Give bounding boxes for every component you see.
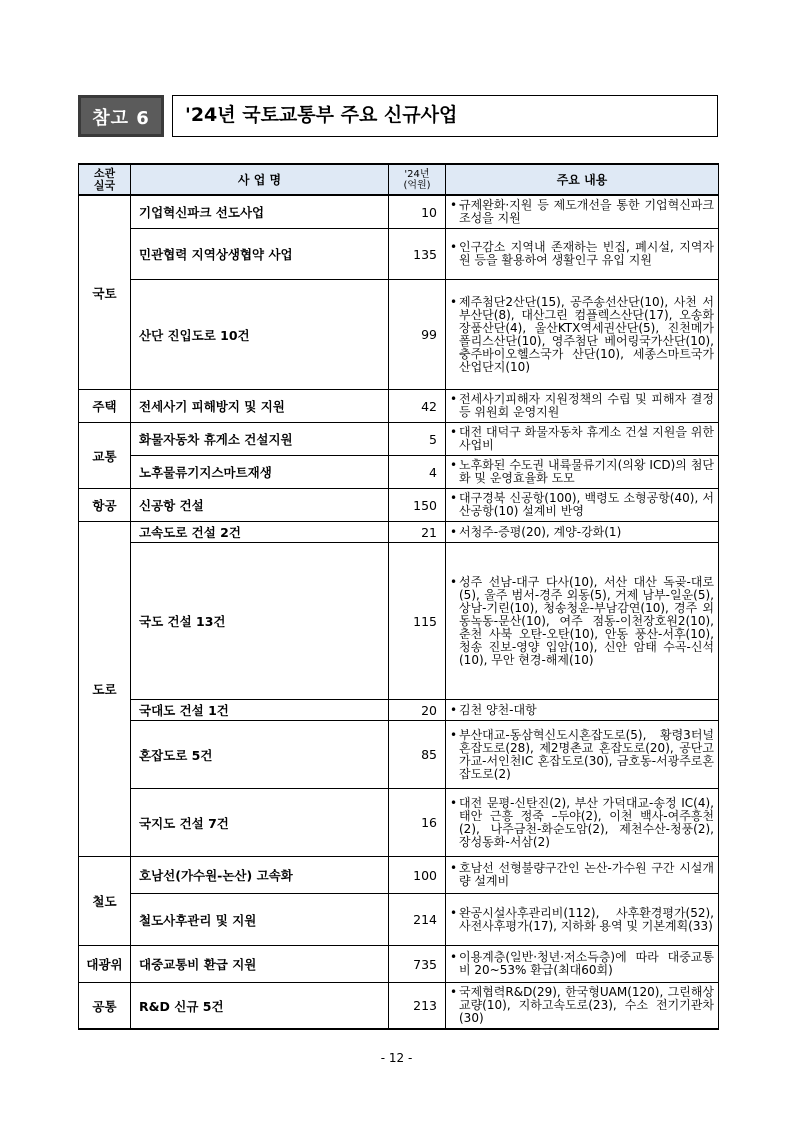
col-budget-header xyxy=(389,164,446,195)
budget-amount: 21 xyxy=(389,522,446,543)
bullet-icon: • xyxy=(450,905,458,920)
project-description-cell xyxy=(446,857,719,894)
page-title: '24년 국토교통부 주요 신규사업 xyxy=(172,95,718,137)
page-number: - 12 - xyxy=(380,1051,413,1065)
budget-amount: 150 xyxy=(389,489,446,522)
project-description-cell xyxy=(446,280,719,390)
project-description: 호남선 선형불량구간인 논산-가수원 구간 시설개량 설계비 xyxy=(459,861,714,888)
project-name: 국지도 건설 7건 xyxy=(131,789,389,857)
table-row xyxy=(79,423,719,456)
project-name: 기업혁신파크 선도사업 xyxy=(131,195,389,229)
project-description: 대전 대덕구 화물자동차 휴게소 건설 지원을 위한 사업비 xyxy=(459,425,714,452)
budget-amount: 4 xyxy=(389,456,446,489)
table-row xyxy=(79,857,719,894)
bullet-icon: • xyxy=(450,392,458,406)
budget-amount: 85 xyxy=(389,721,446,789)
budget-amount: 214 xyxy=(389,894,446,946)
project-name: 철도사후관리 및 지원 xyxy=(131,894,389,946)
title-section xyxy=(78,95,718,137)
project-description: 노후화된 수도권 내륙물류기지(의왕 ICD)의 첨단화 및 운영효율화 도모 xyxy=(459,458,714,485)
dept-cell: 공통 xyxy=(79,983,131,1030)
dept-cell: 대광위 xyxy=(79,946,131,983)
table-row xyxy=(79,390,719,423)
project-name: 화물자동차 휴게소 건설지원 xyxy=(131,423,389,456)
table-row xyxy=(79,280,719,390)
table-row xyxy=(79,195,719,229)
dept-cell: 항공 xyxy=(79,489,131,522)
project-description-cell xyxy=(446,229,719,280)
budget-amount: 115 xyxy=(389,543,446,700)
dept-cell: 교통 xyxy=(79,423,131,489)
col-dept-header-text: 소관 실국 xyxy=(93,166,116,192)
budget-amount: 135 xyxy=(389,229,446,280)
dept-cell: 철도 xyxy=(79,857,131,946)
col-name-header: 사 업 명 xyxy=(131,164,389,195)
project-name: 노후물류기지스마트재생 xyxy=(131,456,389,489)
bullet-icon: • xyxy=(450,727,458,742)
project-description-cell xyxy=(446,423,719,456)
project-description-cell xyxy=(446,894,719,946)
dept-cell: 도로 xyxy=(79,522,131,857)
project-description-cell xyxy=(446,522,719,543)
bullet-icon: • xyxy=(450,702,458,717)
budget-amount: 5 xyxy=(389,423,446,456)
project-table xyxy=(78,163,719,1030)
bullet-icon: • xyxy=(450,861,458,875)
project-name: 국대도 건설 1건 xyxy=(131,700,389,721)
project-name: 전세사기 피해방지 및 지원 xyxy=(131,390,389,423)
table-row xyxy=(79,522,719,543)
table-row xyxy=(79,946,719,983)
bullet-icon: • xyxy=(450,574,458,589)
project-description: 이용계층(일반·청년·저소득층)에 따라 대중교통비 20~53% 환급(최대60회) xyxy=(459,950,714,977)
table-row xyxy=(79,229,719,280)
bullet-icon: • xyxy=(450,198,458,212)
table-row xyxy=(79,894,719,946)
bullet-icon: • xyxy=(450,524,458,539)
budget-amount: 100 xyxy=(389,857,446,894)
dept-cell: 주택 xyxy=(79,390,131,423)
project-name: 혼잡도로 5건 xyxy=(131,721,389,789)
bullet-icon: • xyxy=(450,985,458,999)
project-description: 규제완화·지원 등 제도개선을 통한 기업혁신파크 조성을 지원 xyxy=(459,198,714,225)
bullet-icon: • xyxy=(450,458,458,472)
project-name: 민관협력 지역상생협약 사업 xyxy=(131,229,389,280)
project-description-cell xyxy=(446,946,719,983)
table-row xyxy=(79,543,719,700)
project-name: 국도 건설 13건 xyxy=(131,543,389,700)
table-row xyxy=(79,789,719,857)
project-description: 제주첨단2산단(15), 공주송선산단(10), 사천 서부산단(8), 대산그린 컴플렉스산단(17), 오송화장품산단(4), 울산KTX역세권산단(5), 진천메가폴리스산단(10), 영주첨단 베어링국가산단(10), 충주바이오헬스국가 산단(10), 세종스마트국가산업단지(10) xyxy=(459,294,714,374)
project-description-cell xyxy=(446,456,719,489)
table-row xyxy=(79,456,719,489)
project-description: 부산대교-동삼혁신도시혼잡도로(5), 황령3터널혼잡도로(28), 제2명촌교 혼잡도로(20), 공단고가교-서인천IC 혼잡도로(30), 금호동-서광주로혼잡도로(2) xyxy=(459,727,714,781)
col-content-header: 주요 내용 xyxy=(446,164,719,195)
bullet-icon: • xyxy=(450,491,458,505)
project-description: 성주 선남-대구 다사(10), 서산 대산 독곶-대로(5), 울주 범서-경주 외동(5), 거제 남부-일운(5), 상남-기린(10), 청송청운-부남감연(10), 경주 외동녹동-문산(10), 여주 점동-이천장호원2(10), 춘천 사북 오탄-오탄(10), 안동 풍산-서후(10), 청송 진보-영양 입암(10), 신안 암태 수곡-신석(10), 무안 현경-해제(10) xyxy=(459,574,714,667)
project-description-cell xyxy=(446,195,719,229)
project-description-cell xyxy=(446,390,719,423)
dept-cell: 국토 xyxy=(79,195,131,390)
bullet-icon: • xyxy=(450,240,458,254)
reference-badge: 참고 6 xyxy=(78,95,164,137)
project-description: 김천 양천-대항 xyxy=(459,702,537,717)
budget-amount: 213 xyxy=(389,983,446,1030)
project-description: 인구감소 지역내 존재하는 빈집, 폐시설, 지역자원 등을 활용하여 생활인구 유입 지원 xyxy=(459,240,714,267)
budget-amount: 16 xyxy=(389,789,446,857)
project-description: 대구경북 신공항(100), 백령도 소형공항(40), 서산공항(10) 설계비 반영 xyxy=(459,491,714,518)
project-name: 호남선(가수원-논산) 고속화 xyxy=(131,857,389,894)
project-name: R&D 신규 5건 xyxy=(131,983,389,1030)
budget-amount: 10 xyxy=(389,195,446,229)
project-description-cell xyxy=(446,721,719,789)
budget-amount: 99 xyxy=(389,280,446,390)
project-description: 완공시설사후관리비(112), 사후환경평가(52), 사전사후평가(17), 지하화 용역 및 기본계획(33) xyxy=(459,905,714,933)
table-header-row xyxy=(79,164,719,195)
project-description: 대전 문평-신탄진(2), 부산 가덕대교-송정 IC(4), 태안 근흥 정죽 –두야(2), 이천 백사-여주흥천(2), 나주금천-화순도암(2), 제천수산-청풍(2), 장성동화-서삼(2) xyxy=(459,795,714,849)
project-description: 국제협력R&D(29), 한국형UAM(120), 그린해상교량(10), 지하고속도로(23), 수소 전기기관차(30) xyxy=(459,985,714,1025)
table-row xyxy=(79,721,719,789)
project-description: 전세사기피해자 지원정책의 수립 및 피해자 결정 등 위원회 운영지원 xyxy=(459,392,714,419)
bullet-icon: • xyxy=(450,950,458,964)
bullet-icon: • xyxy=(450,425,458,439)
project-name: 고속도로 건설 2건 xyxy=(131,522,389,543)
table-row xyxy=(79,700,719,721)
table-row xyxy=(79,489,719,522)
project-description: 서청주-증평(20), 계양-강화(1) xyxy=(459,524,622,539)
table-row xyxy=(79,983,719,1030)
budget-amount: 42 xyxy=(389,390,446,423)
budget-amount: 735 xyxy=(389,946,446,983)
project-description-cell xyxy=(446,489,719,522)
project-name: 산단 진입도로 10건 xyxy=(131,280,389,390)
col-dept-header xyxy=(79,164,131,195)
budget-amount: 20 xyxy=(389,700,446,721)
bullet-icon: • xyxy=(450,795,458,810)
project-description-cell xyxy=(446,700,719,721)
project-description-cell xyxy=(446,543,719,700)
project-name: 대중교통비 환급 지원 xyxy=(131,946,389,983)
project-description-cell xyxy=(446,983,719,1030)
project-name: 신공항 건설 xyxy=(131,489,389,522)
project-description-cell xyxy=(446,789,719,857)
col-budget-header-text: '24년 (억원) xyxy=(403,168,431,191)
bullet-icon: • xyxy=(450,294,458,309)
